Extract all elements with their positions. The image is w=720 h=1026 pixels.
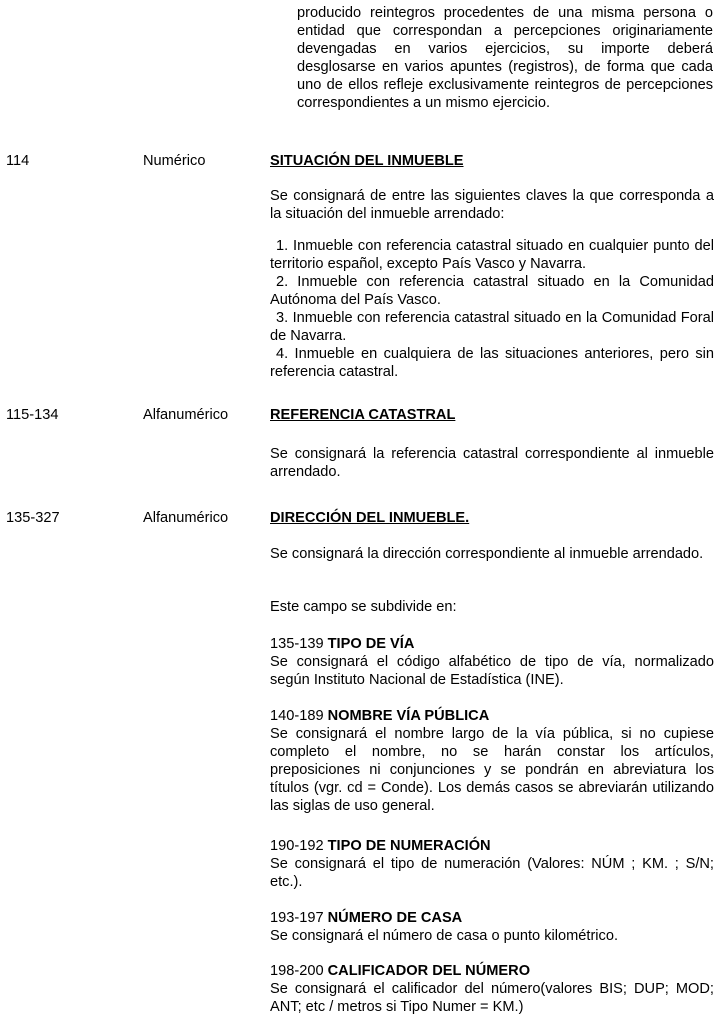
subfield-code: 190-192 <box>270 838 324 854</box>
field-description-direccion: Se consignará la dirección correspondiente al inmueble arrendado. <box>270 546 704 562</box>
situacion-option-4: 4. Inmueble en cualquiera de las situaciones anteriores, pero sin referencia catastral. <box>270 346 714 380</box>
field-description-situacion: Se consignará de entre las siguientes claves la que corresponda a la situación del inmueble arrendado: <box>270 188 714 222</box>
subfield-text: Se consignará el código alfabético de tipo de vía, normalizado según Instituto Nacional de Estadística (INE). <box>270 654 714 688</box>
subfield-text: Se consignará el nombre largo de la vía pública, si no cupiese completo el nombre, no se harán constar los artículos, preposiciones ni conjunciones y se pondrán en abreviatura los títulos (vgr. cd = Conde). Los demás casos se abreviarán utilizando las siglas de uso general. <box>270 726 714 814</box>
subfield-code: 193-197 <box>270 910 324 926</box>
subfield-text: Se consignará el calificador del número(valores BIS; DUP; MOD; ANT; etc / metros si Tipo Numer = KM.) <box>270 981 714 1015</box>
field-type-115-134: Alfanumérico <box>143 407 229 423</box>
subfield-heading <box>270 707 714 725</box>
subfield-heading <box>270 635 714 653</box>
subfield-title: TIPO DE NUMERACIÓN <box>327 838 491 854</box>
situacion-options-list <box>270 237 714 381</box>
field-position-114: 114 <box>6 153 30 169</box>
subfield-title: NÚMERO DE CASA <box>327 910 463 926</box>
subfield-title: TIPO DE VÍA <box>327 636 415 652</box>
intro-paragraph: producido reintegros procedentes de una misma persona o entidad que correspondan a percepciones originariamente devengadas en varios ejercicios, su importe deberá desglosarse en varios apuntes (registros), de forma que cada uno de ellos refleje exclusivamente reintegros de percepciones correspondientes a un mismo ejercicio. <box>297 5 713 111</box>
field-position-115-134: 115-134 <box>6 407 59 423</box>
subfield-heading <box>270 962 714 980</box>
subfield-numero-casa <box>270 909 714 945</box>
field-type-135-327: Alfanumérico <box>143 510 229 526</box>
subfield-title: CALIFICADOR DEL NÚMERO <box>327 963 531 979</box>
subfield-code: 198-200 <box>270 963 324 979</box>
subfield-nombre-via <box>270 707 714 815</box>
field-description-referencia-catastral: Se consignará la referencia catastral correspondiente al inmueble arrendado. <box>270 446 714 480</box>
subfield-text: Se consignará el tipo de numeración (Valores: NÚM ; KM. ; S/N; etc.). <box>270 856 714 890</box>
subfield-title: NOMBRE VÍA PÚBLICA <box>327 708 490 724</box>
subfield-heading <box>270 909 714 927</box>
situacion-option-2: 2. Inmueble con referencia catastral situado en la Comunidad Autónoma del País Vasco. <box>270 274 714 308</box>
field-title-referencia-catastral: REFERENCIA CATASTRAL <box>270 407 456 423</box>
subfield-heading <box>270 837 714 855</box>
field-title-direccion: DIRECCIÓN DEL INMUEBLE. <box>270 510 470 526</box>
situacion-option-3: 3. Inmueble con referencia catastral situado en la Comunidad Foral de Navarra. <box>270 310 714 344</box>
subfield-calificador-numero <box>270 962 714 1016</box>
field-position-135-327: 135-327 <box>6 510 60 526</box>
subfield-tipo-numeracion <box>270 837 714 891</box>
field-title-situacion: SITUACIÓN DEL INMUEBLE <box>270 153 464 169</box>
subfield-text: Se consignará el número de casa o punto kilométrico. <box>270 928 619 944</box>
subfield-tipo-via <box>270 635 714 689</box>
subfield-code: 140-189 <box>270 708 324 724</box>
field-note-subdivide: Este campo se subdivide en: <box>270 599 457 615</box>
field-type-114: Numérico <box>143 153 206 169</box>
situacion-option-1: 1. Inmueble con referencia catastral situado en cualquier punto del territorio español, excepto País Vasco y Navarra. <box>270 238 714 272</box>
subfield-code: 135-139 <box>270 636 324 652</box>
